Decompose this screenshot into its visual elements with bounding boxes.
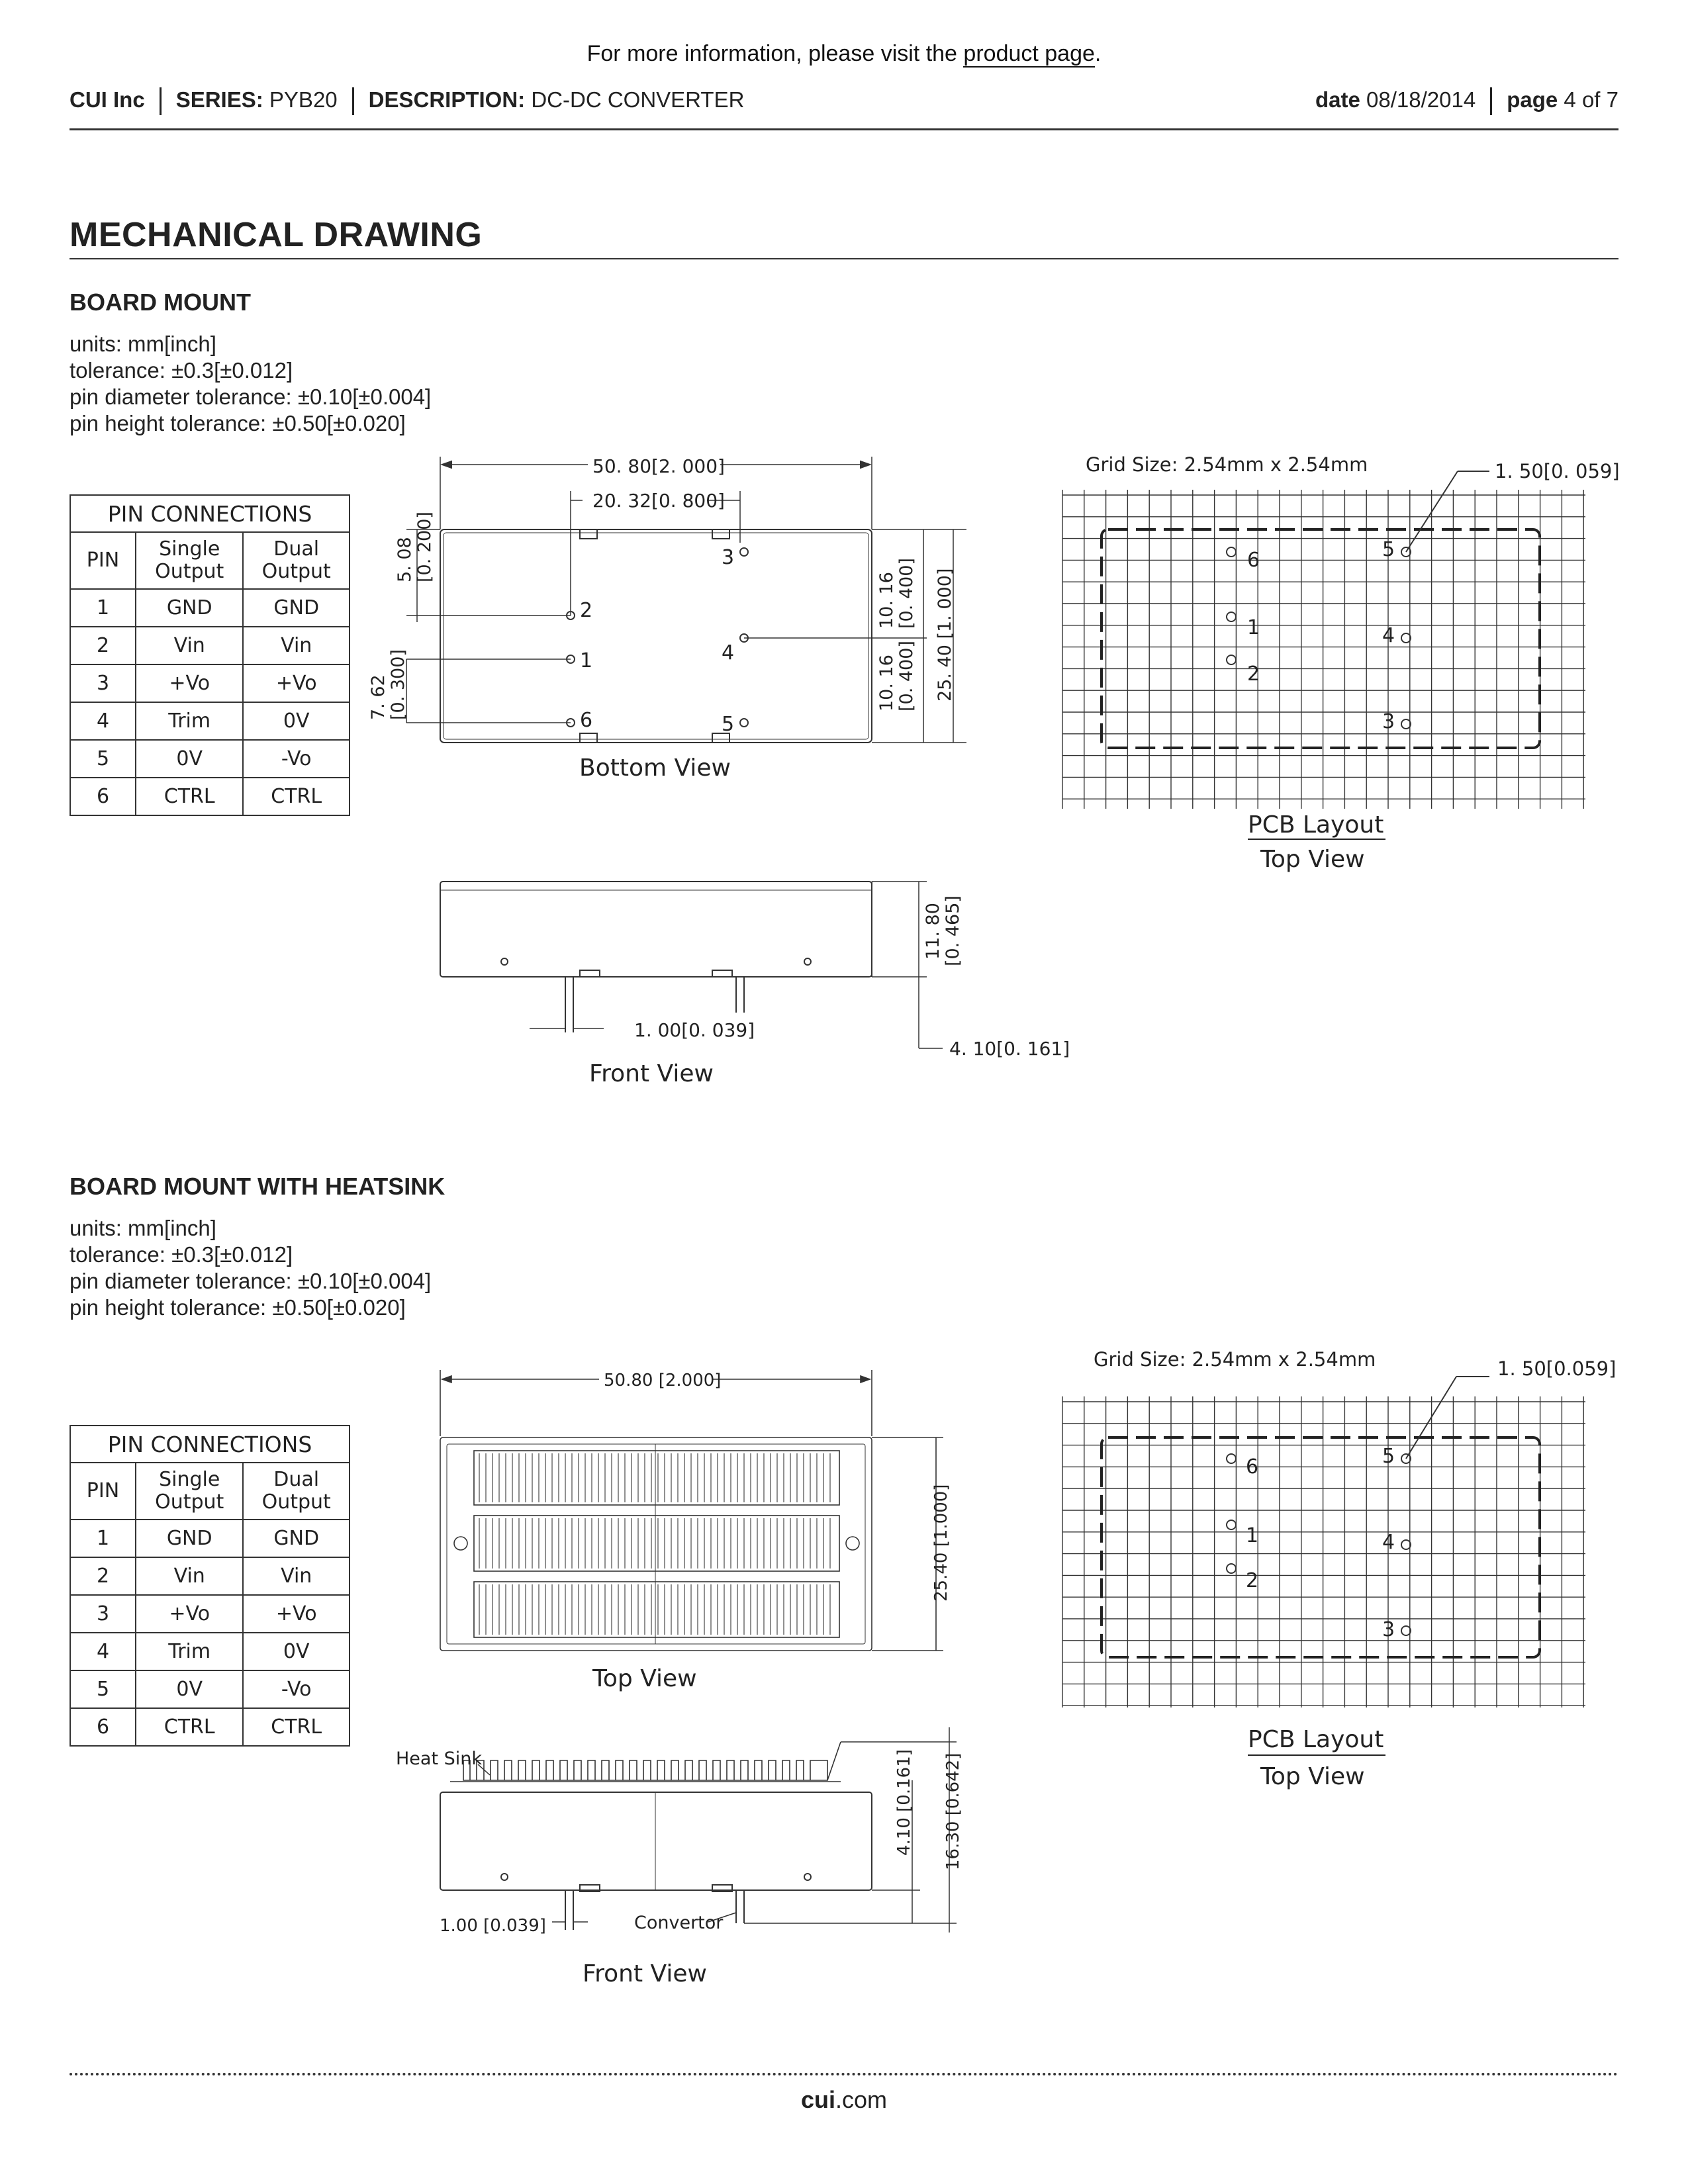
top-note-suffix: . [1094,41,1102,66]
heatsink-pin-connections-table [70,1425,350,1747]
col-header-pin: PIN [70,532,136,589]
dim-height: 11. 80 [923,903,943,960]
hs-pcb-pin-5: 5 [1382,1445,1395,1468]
front-view-drawing [371,867,1099,1092]
hs-pcb-pin-4: 4 [1382,1531,1395,1554]
board-mount-title: BOARD MOUNT [70,289,251,316]
header-divider [352,87,354,115]
series-label: SERIES: [175,87,263,112]
footer-divider [70,2073,1618,2075]
hs-pcb-layout-caption: PCB Layout [1248,1726,1384,1753]
table-caption: PIN CONNECTIONS [70,1426,350,1463]
footer-domain: .com [835,2086,888,2113]
bottom-view-caption: Bottom View [579,754,731,782]
heatsink-top-view-drawing [424,1363,966,1707]
table-row: 6 CTRL CTRL [70,1708,350,1746]
bottom-view-drawing [357,450,993,794]
dim-508: 5. 08 [395,537,415,582]
dim-762: 7. 62 [368,674,389,720]
table-row: 3 +Vo +Vo [70,1595,350,1633]
pcb-pin-3: 3 [1382,710,1395,733]
pcb-pin-2: 2 [1247,662,1260,686]
dim-width: 50. 80[2. 000] [592,455,725,477]
footer [0,2086,1688,2114]
pcb-top-view-caption: Top View [1260,846,1365,873]
heatsink-edge-line [827,1742,841,1780]
hs-pcb-pin-2: 2 [1246,1569,1259,1592]
hs-pcb-layout-drawing [1046,1343,1622,1794]
pcb-layout-drawing [1046,450,1622,874]
page-value: 4 of 7 [1564,87,1618,112]
spec-units: units: mm[inch] [70,1216,216,1240]
pin-label-1: 1 [580,649,593,672]
col-header-single: Single Output [136,532,243,589]
pin-label-6: 6 [580,709,593,732]
table-row: 2 Vin Vin [70,627,350,664]
header-rule [70,128,1618,130]
hs-pcb-grid [1062,1396,1585,1707]
table-caption: PIN CONNECTIONS [70,495,350,532]
fin-profile [463,1760,827,1780]
spec-tolerance: tolerance: ±0.3[±0.012] [70,358,293,383]
table-row: 3 +Vo +Vo [70,664,350,702]
pin-label-4: 4 [722,641,735,664]
hs-pcb-grid-size: Grid Size: 2.54mm x 2.54mm [1094,1348,1376,1371]
pin-label-5: 5 [722,713,735,736]
spec-pin-height: pin height tolerance: ±0.50[±0.020] [70,411,406,435]
dim-508-in: [0. 200] [414,512,435,582]
dim-762-in: [0. 300] [388,649,408,720]
heatsink-specs [70,1215,431,1321]
pin-label-2: 2 [580,599,593,622]
spec-pin-diameter: pin diameter tolerance: ±0.10[±0.004] [70,385,432,409]
table-row: 5 0V -Vo [70,740,350,778]
hs-dim-depth: 25.40 [1.000] [931,1484,951,1602]
company-name: CUI Inc [70,87,145,112]
section-rule [70,258,1618,259]
heat-sink-label: Heat Sink [396,1749,483,1769]
hs-pcb-hole-dim: 1. 50[0.059] [1497,1357,1617,1380]
pin-connections-table [70,494,350,816]
header-divider [1490,87,1492,115]
footer-brand: cui [800,2086,835,2113]
dim-height-in: [0. 465] [943,895,963,966]
heatsink-fins [479,1453,830,1635]
pcb-layout-caption: PCB Layout [1248,811,1384,839]
hs-pcb-pin-1: 1 [1246,1524,1259,1547]
spec-pin-diameter: pin diameter tolerance: ±0.10[±0.004] [70,1269,432,1293]
col-header-pin: PIN [70,1463,136,1520]
pcb-hole-dim: 1. 50[0. 059] [1495,460,1620,482]
heatsink-title: BOARD MOUNT WITH HEATSINK [70,1173,445,1200]
dim-1016-bottom-in: [0. 400] [896,641,917,711]
hs-pcb-top-view-caption: Top View [1260,1763,1365,1790]
spec-pin-height: pin height tolerance: ±0.50[±0.020] [70,1295,406,1320]
hs-pcb-pin-3: 3 [1382,1618,1395,1641]
table-row: 4 Trim 0V [70,702,350,740]
top-note-text: For more information, please visit the [586,41,964,66]
dim-1016-top: 10. 16 [876,572,897,629]
heatsink-front-view-drawing [391,1721,986,1999]
description-value: DC-DC CONVERTER [531,87,745,112]
pcb-pin-1: 1 [1247,616,1260,639]
pcb-pin-5: 5 [1382,538,1395,561]
board-mount-specs [70,331,431,437]
hs-dim-width: 50.80 [2.000] [604,1371,722,1390]
pcb-pin-4: 4 [1382,624,1395,647]
dim-1016-bottom: 10. 16 [876,655,897,711]
hs-top-view-caption: Top View [592,1665,697,1692]
pcb-pin-6: 6 [1247,549,1260,572]
pcb-grid-size: Grid Size: 2.54mm x 2.54mm [1086,453,1368,476]
product-page-link[interactable]: product page [963,41,1095,66]
dim-pin-diameter: 1. 00[0. 039] [634,1019,755,1041]
pin-label-3: 3 [722,546,735,569]
doc-header [70,87,744,115]
table-row: 1 GND GND [70,589,350,627]
description-label: DESCRIPTION: [368,87,526,112]
col-header-dual: Dual Output [243,1463,350,1520]
table-row: 2 Vin Vin [70,1557,350,1595]
section-title: MECHANICAL DRAWING [70,216,483,254]
dim-1016-top-in: [0. 400] [896,558,917,629]
spec-tolerance: tolerance: ±0.3[±0.012] [70,1242,293,1267]
header-divider [160,87,162,115]
table-row: 6 CTRL CTRL [70,778,350,815]
date-label: date [1315,87,1360,112]
col-header-dual: Dual Output [243,532,350,589]
module-outline [440,529,872,743]
dim-pin-length: 4. 10[0. 161] [949,1038,1070,1060]
table-row: 5 0V -Vo [70,1670,350,1708]
dim-2540: 25. 40 [1. 000] [935,568,955,702]
hs-pcb-pin-6: 6 [1246,1455,1259,1479]
dim-pin-span: 20. 32[0. 800] [592,490,725,512]
hs-dim-pin-length: 4.10 [0.161] [894,1749,914,1856]
hs-dim-height: 16.30 [0.642] [943,1752,963,1870]
series-value: PYB20 [269,87,338,112]
table-row: 1 GND GND [70,1520,350,1557]
convertor-label: Convertor [634,1913,724,1933]
hs-front-view-caption: Front View [583,1960,707,1987]
heatsink-fin-profile [450,1742,841,1792]
hs-dim-pin-diameter: 1.00 [0.039] [440,1916,546,1936]
pcb-grid [1062,490,1585,809]
page-label: page [1507,87,1558,112]
top-note [0,41,1688,67]
date-value: 08/18/2014 [1366,87,1476,112]
col-header-single: Single Output [136,1463,243,1520]
spec-units: units: mm[inch] [70,332,216,356]
front-view-caption: Front View [589,1060,714,1087]
doc-header-right [1315,87,1618,115]
table-row: 4 Trim 0V [70,1633,350,1670]
